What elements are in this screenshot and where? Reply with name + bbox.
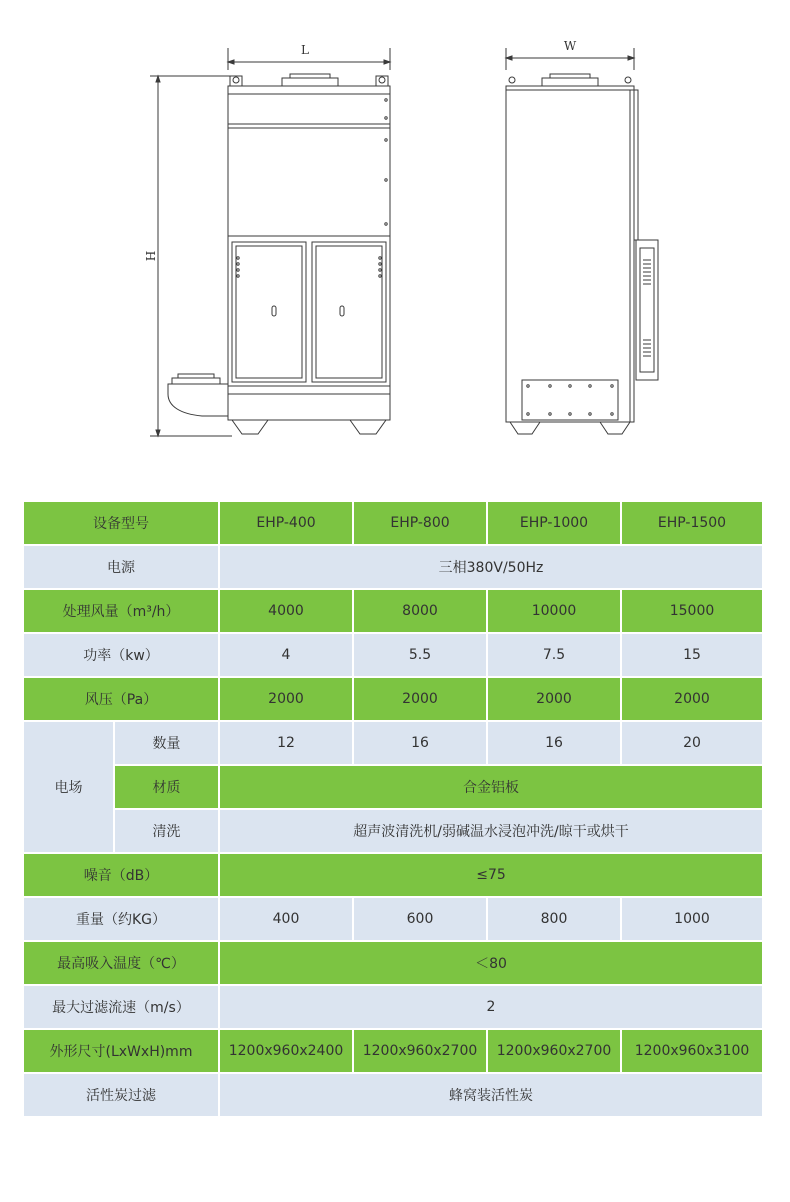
dimension-label-h: H	[143, 250, 157, 262]
pressure-value: 2000	[488, 678, 622, 722]
table-row-header	[24, 502, 762, 546]
power-supply-label: 电源	[24, 546, 220, 590]
power-value: 15	[622, 634, 762, 678]
max-temp-label: 最高吸入温度（℃）	[24, 942, 220, 986]
table-row-max-temp	[24, 942, 762, 986]
table-row-carbon-filter	[24, 1074, 762, 1118]
model-ehp-1000: EHP-1000	[488, 502, 622, 546]
carbon-filter-label: 活性炭过滤	[24, 1074, 220, 1118]
table-row-pressure	[24, 678, 762, 722]
field-cleaning-label: 清洗	[115, 810, 220, 854]
dimensions-label: 外形尺寸(LxWxH)mm	[24, 1030, 220, 1074]
max-temp-value: ＜80	[220, 942, 762, 986]
weight-value: 800	[488, 898, 622, 942]
weight-label: 重量（约KG）	[24, 898, 220, 942]
pressure-value: 2000	[220, 678, 354, 722]
spec-table	[24, 502, 762, 1118]
airflow-value: 10000	[488, 590, 622, 634]
power-supply-value: 三相380V/50Hz	[220, 546, 762, 590]
table-row-max-flow	[24, 986, 762, 1030]
max-flow-value: 2	[220, 986, 762, 1030]
field-count-value: 12	[220, 722, 354, 766]
weight-value: 400	[220, 898, 354, 942]
airflow-value: 8000	[354, 590, 488, 634]
field-material-value: 合金铝板	[220, 766, 762, 810]
airflow-value: 15000	[622, 590, 762, 634]
weight-value: 600	[354, 898, 488, 942]
airflow-value: 4000	[220, 590, 354, 634]
table-row-dimensions	[24, 1030, 762, 1074]
table-row-power	[24, 634, 762, 678]
field-cleaning-value: 超声波清洗机/弱碱温水浸泡冲洗/晾干或烘干	[220, 810, 762, 854]
power-value: 5.5	[354, 634, 488, 678]
carbon-filter-value: 蜂窝装活性炭	[220, 1074, 762, 1118]
field-count-value: 16	[354, 722, 488, 766]
technical-drawing	[0, 0, 790, 480]
table-row-field-material	[24, 766, 762, 810]
power-value: 7.5	[488, 634, 622, 678]
field-material-label: 材质	[115, 766, 220, 810]
electric-field-label: 电场	[24, 722, 115, 854]
pressure-value: 2000	[354, 678, 488, 722]
field-count-value: 16	[488, 722, 622, 766]
table-row-field-cleaning	[24, 810, 762, 854]
dimensions-value: 1200x960x2700	[488, 1030, 622, 1074]
noise-label: 噪音（dB）	[24, 854, 220, 898]
noise-value: ≤75	[220, 854, 762, 898]
table-row-noise	[24, 854, 762, 898]
weight-value: 1000	[622, 898, 762, 942]
side-view	[506, 48, 658, 434]
model-ehp-1500: EHP-1500	[622, 502, 762, 546]
airflow-label: 处理风量（m³/h）	[24, 590, 220, 634]
dimensions-value: 1200x960x3100	[622, 1030, 762, 1074]
max-flow-label: 最大过滤流速（m/s）	[24, 986, 220, 1030]
dimensions-value: 1200x960x2700	[354, 1030, 488, 1074]
power-value: 4	[220, 634, 354, 678]
table-row-weight	[24, 898, 762, 942]
dimensions-value: 1200x960x2400	[220, 1030, 354, 1074]
dimension-label-l: L	[301, 43, 309, 57]
front-view	[150, 48, 390, 436]
table-row-airflow	[24, 590, 762, 634]
model-ehp-400: EHP-400	[220, 502, 354, 546]
model-ehp-800: EHP-800	[354, 502, 488, 546]
power-label: 功率（kw）	[24, 634, 220, 678]
dimension-label-w: W	[563, 39, 577, 53]
pressure-label: 风压（Pa）	[24, 678, 220, 722]
pressure-value: 2000	[622, 678, 762, 722]
field-count-value: 20	[622, 722, 762, 766]
header-label: 设备型号	[24, 502, 220, 546]
table-row-power-supply	[24, 546, 762, 590]
table-row-field-count	[24, 722, 762, 766]
field-count-label: 数量	[115, 722, 220, 766]
